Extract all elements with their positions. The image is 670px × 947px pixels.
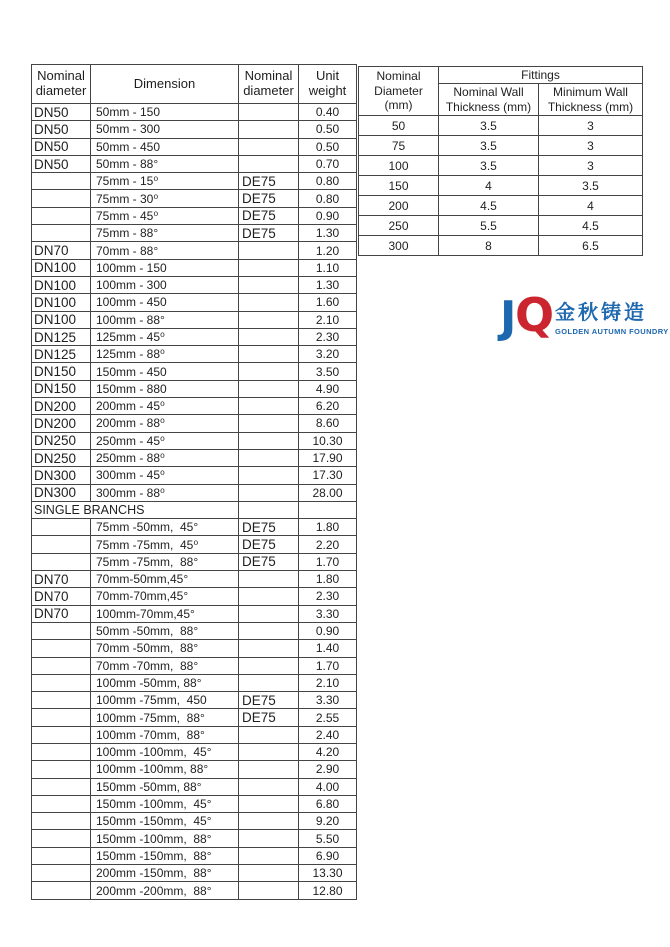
nominal-diameter-cell [32,622,91,639]
company-logo [500,288,669,352]
table-row [32,276,357,293]
nominal-diameter-cell [32,743,91,760]
dimension-cell: 100mm -100mm, 88° [91,761,239,778]
unit-weight-cell: 2.30 [299,328,357,345]
logo-letter-j: J [500,292,517,343]
fittings-diameter-cell: 300 [359,236,439,256]
unit-weight-cell: 2.30 [299,588,357,605]
dimension-cell: 100mm - 150 [91,259,239,276]
unit-weight-cell: 1.10 [299,259,357,276]
table-row [32,121,357,138]
nominal-diameter2-cell [239,588,299,605]
table-row [32,588,357,605]
unit-weight-cell: 0.70 [299,155,357,172]
fittings-diameter-cell: 75 [359,136,439,156]
unit-weight-cell: 12.80 [299,882,357,899]
dimension-cell: 125mm - 45⁰ [91,328,239,345]
unit-weight-cell: 13.30 [299,865,357,882]
fittings-minimum-wall-cell: 3 [539,116,643,136]
dimension-cell: 50mm - 150 [91,104,239,121]
table-row [32,847,357,864]
table-row [32,605,357,622]
nominal-diameter-cell: DN50 [32,155,91,172]
table-row [32,484,357,501]
table-row [32,449,357,466]
logo-chinese-name: 金秋铸造 [555,302,647,324]
table-row [32,138,357,155]
nominal-diameter2-cell [239,778,299,795]
fittings-row [359,136,643,156]
dimension-cell: 100mm -75mm, 88° [91,709,239,726]
fittings-minimum-wall-cell: 3.5 [539,176,643,196]
unit-weight-cell: 4.20 [299,743,357,760]
nominal-diameter-cell: DN250 [32,432,91,449]
dimension-cell: 250mm - 88⁰ [91,449,239,466]
dimension-cell: 50mm - 88° [91,155,239,172]
dimension-cell: 300mm - 88⁰ [91,484,239,501]
nominal-diameter2-cell [239,622,299,639]
dimension-cell: 150mm - 880 [91,380,239,397]
nominal-diameter-cell: DN70 [32,605,91,622]
table-row [32,467,357,484]
nominal-diameter2-cell [239,674,299,691]
dimension-cell: 100mm - 88° [91,311,239,328]
unit-weight-cell: 2.10 [299,674,357,691]
unit-weight-cell: 3.20 [299,346,357,363]
nominal-diameter-cell [32,761,91,778]
dimension-cell: 150mm -100mm, 88° [91,830,239,847]
nominal-diameter-cell [32,882,91,899]
nominal-diameter2-cell: DE75 [239,553,299,570]
table-row [32,692,357,709]
dimension-cell: 100mm - 450 [91,294,239,311]
table-row [32,225,357,242]
table-row [32,311,357,328]
nominal-diameter-cell: DN300 [32,467,91,484]
nominal-diameter-cell: DN100 [32,311,91,328]
fittings-header-nominal-diameter: Nominal Diameter (mm) [359,67,439,116]
dimension-cell: 75mm - 15⁰ [91,173,239,190]
nominal-diameter2-cell: DE75 [239,519,299,536]
unit-weight-cell: 1.80 [299,519,357,536]
nominal-diameter-cell: DN50 [32,121,91,138]
unit-weight-cell: 8.60 [299,415,357,432]
fittings-row [359,156,643,176]
fittings-diameter-cell: 50 [359,116,439,136]
table-row [32,865,357,882]
dimension-cell: 75mm -50mm, 45° [91,519,239,536]
nominal-diameter2-cell [239,882,299,899]
dimension-cell: 200mm - 88⁰ [91,415,239,432]
unit-weight-cell: 2.55 [299,709,357,726]
unit-weight-cell: 1.20 [299,242,357,259]
table-row [32,155,357,172]
nominal-diameter-cell: DN125 [32,346,91,363]
nominal-diameter-cell [32,795,91,812]
unit-weight-cell: 0.40 [299,104,357,121]
dimension-cell: 100mm-70mm,45° [91,605,239,622]
unit-weight-cell: 1.40 [299,640,357,657]
header-unit-weight: Unit weight [299,65,357,104]
nominal-diameter2-cell [239,155,299,172]
nominal-diameter-cell [32,536,91,553]
logo-text-block [555,302,669,336]
dimension-cell: 50mm - 450 [91,138,239,155]
nominal-diameter-cell [32,553,91,570]
fittings-table [358,66,643,256]
nominal-diameter2-cell [239,761,299,778]
fittings-minimum-wall-cell: 6.5 [539,236,643,256]
dimension-cell: 70mm-50mm,45° [91,571,239,588]
nominal-diameter2-cell [239,605,299,622]
nominal-diameter-cell: DN250 [32,449,91,466]
dimension-cell: 200mm -150mm, 88° [91,865,239,882]
unit-weight-cell: 0.90 [299,207,357,224]
unit-weight-cell: 1.70 [299,657,357,674]
fittings-minimum-wall-cell: 3 [539,136,643,156]
logo-letter-q: Q [515,288,555,342]
table-row [32,830,357,847]
nominal-diameter-cell: DN100 [32,259,91,276]
nominal-diameter-cell [32,207,91,224]
nominal-diameter-cell [32,865,91,882]
nominal-diameter2-cell [239,484,299,501]
nominal-diameter2-cell [239,640,299,657]
nominal-diameter-cell: DN50 [32,138,91,155]
nominal-diameter-cell: DN125 [32,328,91,345]
table-row [32,294,357,311]
nominal-diameter2-cell [239,795,299,812]
dimension-cell: 75mm -75mm, 88° [91,553,239,570]
unit-weight-cell: 6.90 [299,847,357,864]
nominal-diameter2-cell [239,311,299,328]
unit-weight-cell: 4.00 [299,778,357,795]
dimension-cell: 50mm -50mm, 88° [91,622,239,639]
fittings-diameter-cell: 250 [359,216,439,236]
unit-weight-cell: 1.30 [299,276,357,293]
dimension-cell: 100mm -100mm, 45° [91,743,239,760]
unit-weight-cell: 17.30 [299,467,357,484]
nominal-diameter-cell: DN50 [32,104,91,121]
fittings-diameter-cell: 100 [359,156,439,176]
fittings-row [359,216,643,236]
nominal-diameter-cell: DN200 [32,415,91,432]
dimension-cell: 150mm - 450 [91,363,239,380]
nominal-diameter2-cell [239,294,299,311]
dimension-cell: 70mm-70mm,45° [91,588,239,605]
nominal-diameter-cell [32,519,91,536]
nominal-diameter-cell: DN150 [32,363,91,380]
unit-weight-cell: 6.20 [299,398,357,415]
nominal-diameter2-cell [239,726,299,743]
nominal-diameter2-cell [239,865,299,882]
nominal-diameter-cell: DN100 [32,294,91,311]
nominal-diameter2-cell [239,242,299,259]
unit-weight-cell [299,501,357,518]
nominal-diameter2-cell [239,259,299,276]
table-row [32,709,357,726]
nominal-diameter-cell [32,692,91,709]
fittings-minimum-wall-cell: 4.5 [539,216,643,236]
nominal-diameter2-cell [239,743,299,760]
unit-weight-cell: 1.80 [299,571,357,588]
unit-weight-cell: 0.80 [299,173,357,190]
main-table-header-row [32,65,357,104]
unit-weight-cell: 3.30 [299,692,357,709]
nominal-diameter2-cell [239,847,299,864]
fittings-minimum-wall-cell: 3 [539,156,643,176]
dimension-cell: 150mm -100mm, 45° [91,795,239,812]
fittings-nominal-wall-cell: 4 [439,176,539,196]
table-row [32,778,357,795]
table-row [32,640,357,657]
logo-jq-mark-icon [500,288,555,348]
fittings-row [359,196,643,216]
nominal-diameter-cell: DN300 [32,484,91,501]
unit-weight-cell: 2.10 [299,311,357,328]
nominal-diameter2-cell [239,138,299,155]
nominal-diameter2-cell [239,657,299,674]
table-row [32,882,357,899]
unit-weight-cell: 2.40 [299,726,357,743]
nominal-diameter-cell [32,657,91,674]
fittings-title: Fittings [439,67,643,84]
nominal-diameter2-cell [239,432,299,449]
nominal-diameter2-cell: DE75 [239,207,299,224]
dimension-cell: 100mm -70mm, 88° [91,726,239,743]
nominal-diameter2-cell [239,415,299,432]
fittings-diameter-cell: 200 [359,196,439,216]
fittings-nominal-wall-cell: 3.5 [439,156,539,176]
nominal-diameter2-cell [239,501,299,518]
table-row [32,571,357,588]
unit-weight-cell: 0.50 [299,121,357,138]
dimension-cell: 200mm - 45⁰ [91,398,239,415]
nominal-diameter2-cell [239,571,299,588]
fittings-header-row-1 [359,67,643,84]
table-row [32,432,357,449]
unit-weight-cell: 6.80 [299,795,357,812]
fittings-nominal-wall-cell: 4.5 [439,196,539,216]
nominal-diameter2-cell [239,467,299,484]
unit-weight-cell: 1.60 [299,294,357,311]
table-row [32,726,357,743]
fittings-row [359,236,643,256]
nominal-diameter-cell [32,830,91,847]
unit-weight-cell: 3.50 [299,363,357,380]
unit-weight-cell: 1.30 [299,225,357,242]
nominal-diameter2-cell: DE75 [239,536,299,553]
table-row [32,259,357,276]
unit-weight-cell: 3.30 [299,605,357,622]
fittings-row [359,116,643,136]
fittings-diameter-cell: 150 [359,176,439,196]
nominal-diameter2-cell: DE75 [239,190,299,207]
nominal-diameter-cell [32,847,91,864]
fittings-header-minimum-wall: Minimum Wall Thickness (mm) [539,84,643,116]
dimension-cell: 75mm - 30⁰ [91,190,239,207]
nominal-diameter2-cell [239,813,299,830]
dimension-cell: 300mm - 45⁰ [91,467,239,484]
dimension-cell: 150mm -150mm, 88° [91,847,239,864]
nominal-diameter2-cell [239,346,299,363]
dimension-cell: 100mm - 300 [91,276,239,293]
table-row [32,622,357,639]
nominal-diameter-cell: DN150 [32,380,91,397]
nominal-diameter2-cell: DE75 [239,173,299,190]
table-row [32,761,357,778]
table-row [32,813,357,830]
dimension-cell: 100mm -75mm, 450 [91,692,239,709]
unit-weight-cell: 10.30 [299,432,357,449]
dimension-cell: 70mm - 88° [91,242,239,259]
fittings-nominal-wall-cell: 3.5 [439,116,539,136]
nominal-diameter-cell [32,225,91,242]
unit-weight-cell: 4.90 [299,380,357,397]
table-row [32,519,357,536]
header-nominal-diameter-2: Nominal diameter [239,65,299,104]
table-row [32,207,357,224]
nominal-diameter-cell [32,778,91,795]
unit-weight-cell: 2.20 [299,536,357,553]
unit-weight-cell: 0.50 [299,138,357,155]
dimension-cell: 70mm -70mm, 88° [91,657,239,674]
unit-weight-cell: 17.90 [299,449,357,466]
table-row [32,398,357,415]
table-row [32,674,357,691]
nominal-diameter-cell: DN200 [32,398,91,415]
fittings-nominal-wall-cell: 8 [439,236,539,256]
table-row [32,242,357,259]
table-row [32,363,357,380]
nominal-diameter2-cell [239,121,299,138]
fittings-minimum-wall-cell: 4 [539,196,643,216]
nominal-diameter2-cell [239,328,299,345]
unit-weight-cell: 9.20 [299,813,357,830]
nominal-diameter2-cell: DE75 [239,692,299,709]
table-row [32,104,357,121]
table-row [32,190,357,207]
dimension-cell: 50mm - 300 [91,121,239,138]
dimension-cell: 200mm -200mm, 88° [91,882,239,899]
section-label-cell: SINGLE BRANCHS [32,501,239,518]
unit-weight-cell: 1.70 [299,553,357,570]
nominal-diameter-cell [32,813,91,830]
nominal-diameter2-cell [239,830,299,847]
header-dimension: Dimension [91,65,239,104]
table-row [32,380,357,397]
nominal-diameter2-cell [239,276,299,293]
nominal-diameter2-cell [239,363,299,380]
dimension-cell: 75mm - 45⁰ [91,207,239,224]
header-nominal-diameter-1: Nominal diameter [32,65,91,104]
table-row [32,328,357,345]
fittings-row [359,176,643,196]
nominal-diameter-cell: DN70 [32,571,91,588]
unit-weight-cell: 0.80 [299,190,357,207]
table-row [32,657,357,674]
dimension-cell: 75mm -75mm, 45⁰ [91,536,239,553]
nominal-diameter-cell [32,726,91,743]
table-row [32,795,357,812]
nominal-diameter2-cell [239,380,299,397]
nominal-diameter2-cell: DE75 [239,709,299,726]
nominal-diameter-cell [32,173,91,190]
table-row [32,743,357,760]
dimension-cell: 150mm -150mm, 45° [91,813,239,830]
unit-weight-cell: 2.90 [299,761,357,778]
nominal-diameter2-cell [239,449,299,466]
dimension-cell: 125mm - 88⁰ [91,346,239,363]
nominal-diameter2-cell [239,398,299,415]
unit-weight-cell: 28.00 [299,484,357,501]
logo-english-name: GOLDEN AUTUMN FOUNDRY [555,327,669,336]
nominal-diameter-cell [32,674,91,691]
unit-weight-cell: 5.50 [299,830,357,847]
nominal-diameter2-cell: DE75 [239,225,299,242]
nominal-diameter-cell: DN100 [32,276,91,293]
dimension-cell: 70mm -50mm, 88° [91,640,239,657]
fittings-nominal-wall-cell: 3.5 [439,136,539,156]
table-row [32,501,357,518]
unit-weight-cell: 0.90 [299,622,357,639]
dimension-cell: 150mm -50mm, 88° [91,778,239,795]
table-row [32,415,357,432]
fittings-nominal-wall-cell: 5.5 [439,216,539,236]
dimension-cell: 100mm -50mm, 88° [91,674,239,691]
main-specs-table [31,64,357,900]
table-row [32,173,357,190]
nominal-diameter-cell: DN70 [32,588,91,605]
table-row [32,553,357,570]
nominal-diameter2-cell [239,104,299,121]
nominal-diameter-cell [32,640,91,657]
dimension-cell: 250mm - 45⁰ [91,432,239,449]
dimension-cell: 75mm - 88° [91,225,239,242]
nominal-diameter-cell [32,190,91,207]
nominal-diameter-cell [32,709,91,726]
fittings-header-nominal-wall: Nominal Wall Thickness (mm) [439,84,539,116]
table-row [32,346,357,363]
nominal-diameter-cell: DN70 [32,242,91,259]
table-row [32,536,357,553]
